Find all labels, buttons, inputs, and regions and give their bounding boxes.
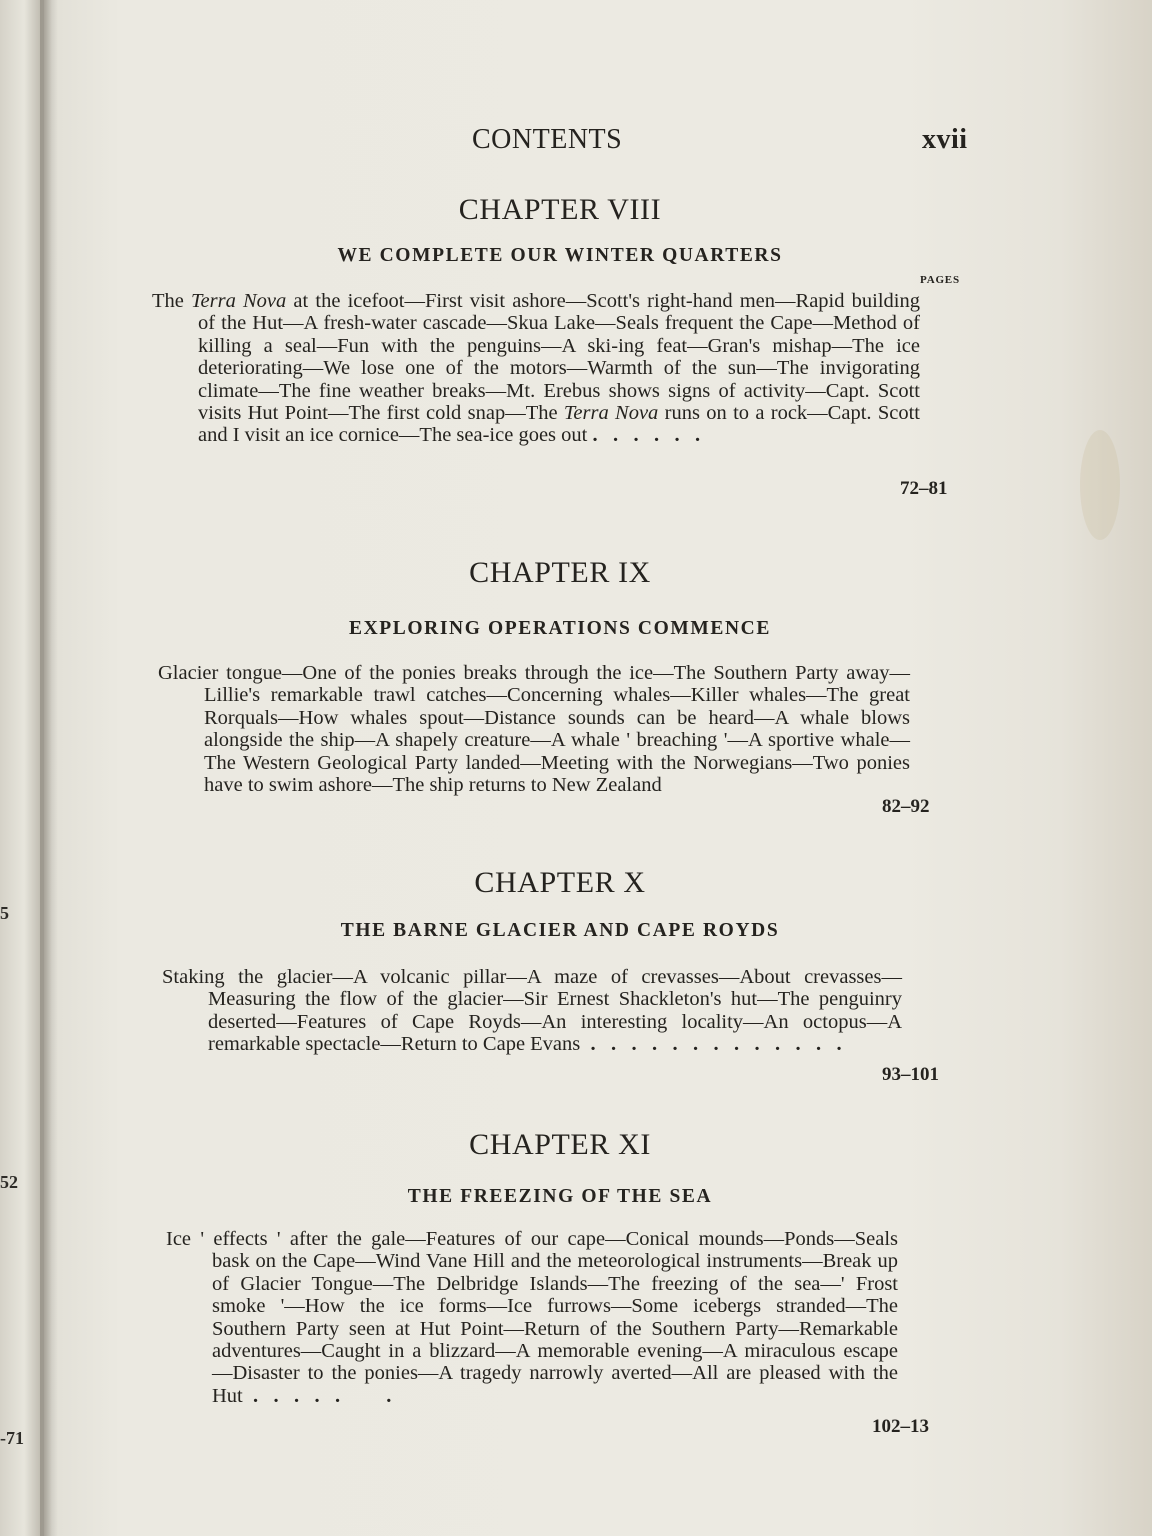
chapter-summary: Ice ' effects ' after the gale—Features of our cape—Conical mounds—Ponds—Seals bask on the Cape—Wind Vane Hill and the meteorological instruments—Break up of Glacier Tongue—The Delbridge Islands—The freezing of the sea—' Frost smoke '—How the ice forms—Ice furrows—Some icebergs stranded—The Southern Party seen at Hut Point—Return of the Southern Party—Remarkable adventures—Caught in a blizzard—A memorable evening—A miraculous escape—Disaster to the ponies—A tragedy narrowly averted—All are pleased with the Hut . . . . . . <box>166 1228 898 1407</box>
chapter-number: CHAPTER X <box>474 866 646 899</box>
page-range: 72–81 <box>900 478 948 499</box>
chapter-title: THE BARNE GLACIER AND CAPE ROYDS <box>340 920 780 941</box>
running-title: CONTENTS <box>472 124 623 155</box>
page-range: 93–101 <box>882 1064 939 1085</box>
page-range: 102–13 <box>872 1416 929 1437</box>
chapter-title: EXPLORING OPERATIONS COMMENCE <box>349 618 771 639</box>
page-range: 82–92 <box>882 796 930 817</box>
dot-leader: . . . . . . <box>587 424 701 447</box>
chapter-title: WE COMPLETE OUR WINTER QUARTERS <box>337 245 783 266</box>
gutter-shadow <box>40 0 58 1536</box>
chapter-number: CHAPTER VIII <box>458 193 662 226</box>
dot-leader: . . . . . . . . . . . . . <box>580 1033 842 1056</box>
chapter-number: CHAPTER XI <box>469 1128 651 1161</box>
contents-page <box>60 0 1152 1536</box>
page-folio: xvii <box>922 124 968 155</box>
chapter-summary: Staking the glacier—A volcanic pillar—A maze of crevasses—About crevasses—Measuring the flow of the glacier—Sir Ernest Shackleton's hut—The penguinry deserted—Features of Cape Royds—An interesting locality—An octopus—A remarkable spectacle—Return to Cape Evans . . . . . . . . . . . . . <box>162 966 902 1056</box>
dot-leader: . . . . . . <box>242 1384 392 1407</box>
left-page-fragment: 5 <box>0 903 9 923</box>
left-page-edge <box>0 0 44 1536</box>
left-page-fragment: 52 <box>0 1172 18 1192</box>
left-page-fragment: -71 <box>0 1428 24 1448</box>
chapter-summary: Glacier tongue—One of the ponies breaks through the ice—The Southern Party away—Lillie's remarkable trawl catches—Concerning whales—Killer whales—The great Rorquals—How whales spout—Distance sounds can be heard—A whale blows alongside the ship—A shapely creature—A whale ' breaching '—A sportive whale—The Western Geological Party landed—Meeting with the Norwegians—Two ponies have to swim ashore—The ship returns to New Zealand <box>158 662 910 797</box>
pages-column-label: PAGES <box>920 274 960 286</box>
chapter-title: THE FREEZING OF THE SEA <box>407 1186 713 1207</box>
chapter-summary: The Terra Nova at the icefoot—First visit ashore—Scott's right-hand men—Rapid building of the Hut—A fresh-water cascade—Skua Lake—Seals frequent the Cape—Method of killing a seal—Fun with the penguins—A ski-ing feat—Gran's mishap—The ice deteriorating—We lose one of the motors—Warmth of the sun—The invigorating climate—The fine weather breaks—Mt. Erebus shows signs of activity—Capt. Scott visits Hut Point—The first cold snap—The Terra Nova runs on to a rock—Capt. Scott and I visit an ice cornice—The sea-ice goes out . . . . . . <box>152 290 920 447</box>
chapter-number: CHAPTER IX <box>469 556 651 589</box>
